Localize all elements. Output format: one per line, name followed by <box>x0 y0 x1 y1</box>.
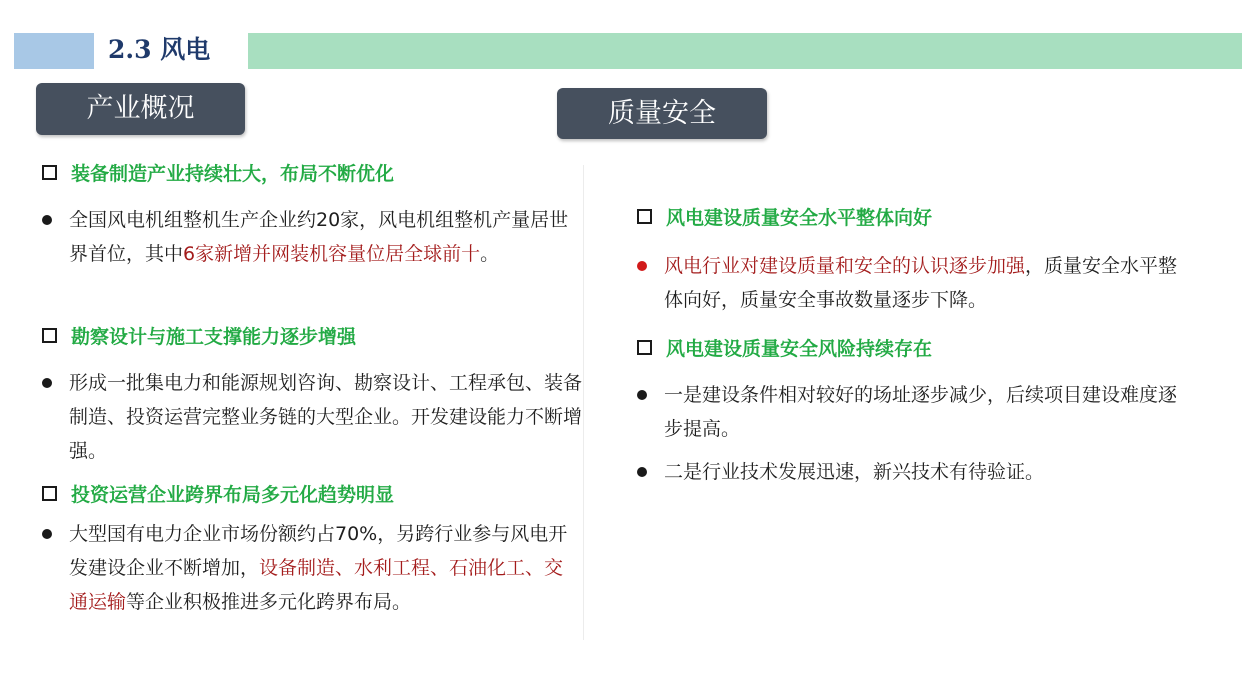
bullet-text-part: ，质量安全水平整体向好，质量安全事故数量逐步下降。 <box>664 255 1178 311</box>
bullet-dot-icon <box>637 261 647 271</box>
heading-text: 投资运营企业跨界布局多元化趋势明显 <box>71 483 395 506</box>
title-bar-right-accent <box>248 33 1242 69</box>
bullet-highlight: 设备制造、水利工程、石油化工、交通运输 <box>69 557 564 613</box>
bullet-dot-icon <box>637 467 647 477</box>
section-title: 2.3 风电 <box>108 35 211 64</box>
bullet-text-part: 全国风电机组整机生产企业约20家，风电机组整机产量居世界首位，其中 <box>69 209 569 265</box>
bullet-text-part: 。 <box>480 243 500 265</box>
bullet-highlight: 6家新增并网装机容量位居全球前十 <box>183 243 481 265</box>
bullet-highlight: 风电行业对建设质量和安全的认识逐步加强 <box>664 255 1026 277</box>
right-heading-2 <box>637 332 932 362</box>
column-divider <box>583 165 584 640</box>
bullet-text-part: 等企业积极推进多元化跨界布局。 <box>126 591 412 613</box>
checkbox-square-icon <box>42 328 57 343</box>
heading-text: 装备制造产业持续壮大，布局不断优化 <box>71 162 395 185</box>
checkbox-square-icon <box>42 486 57 501</box>
left-bullet-1 <box>42 203 574 271</box>
right-heading-1 <box>637 201 932 231</box>
right-bullet-2 <box>637 378 1182 446</box>
left-bullet-3 <box>42 517 574 619</box>
left-heading-2 <box>42 320 356 350</box>
left-heading-1 <box>42 157 394 187</box>
bullet-dot-icon <box>42 529 52 539</box>
heading-text: 风电建设质量安全风险持续存在 <box>666 337 933 360</box>
left-bullet-2 <box>42 366 582 468</box>
right-bullet-3 <box>637 455 1182 489</box>
bullet-text <box>69 517 574 619</box>
bullet-text <box>664 249 1182 317</box>
bullet-text: 二是行业技术发展迅速，新兴技术有待验证。 <box>664 461 1045 483</box>
bullet-text-part: 大型国有电力企业市场份额约占70%，另跨行业参与风电开发建设企业不断增加， <box>69 523 568 579</box>
checkbox-square-icon <box>637 340 652 355</box>
bullet-text <box>69 203 574 271</box>
bullet-dot-icon <box>42 378 52 388</box>
badge-quality-safety: 质量安全 <box>557 88 767 139</box>
badge-industry-overview: 产业概况 <box>36 83 245 135</box>
title-bar-left-accent <box>14 33 94 69</box>
heading-text: 勘察设计与施工支撑能力逐步增强 <box>71 325 357 348</box>
checkbox-square-icon <box>42 165 57 180</box>
bullet-text: 形成一批集电力和能源规划咨询、勘察设计、工程承包、装备制造、投资运营完整业务链的大型企业。开发建设能力不断增强。 <box>69 372 583 462</box>
left-heading-3 <box>42 478 394 508</box>
checkbox-square-icon <box>637 209 652 224</box>
bullet-dot-icon <box>42 215 52 225</box>
heading-text: 风电建设质量安全水平整体向好 <box>666 206 933 229</box>
bullet-dot-icon <box>637 390 647 400</box>
right-bullet-1 <box>637 249 1182 317</box>
bullet-text: 一是建设条件相对较好的场址逐步减少，后续项目建设难度逐步提高。 <box>664 384 1178 440</box>
